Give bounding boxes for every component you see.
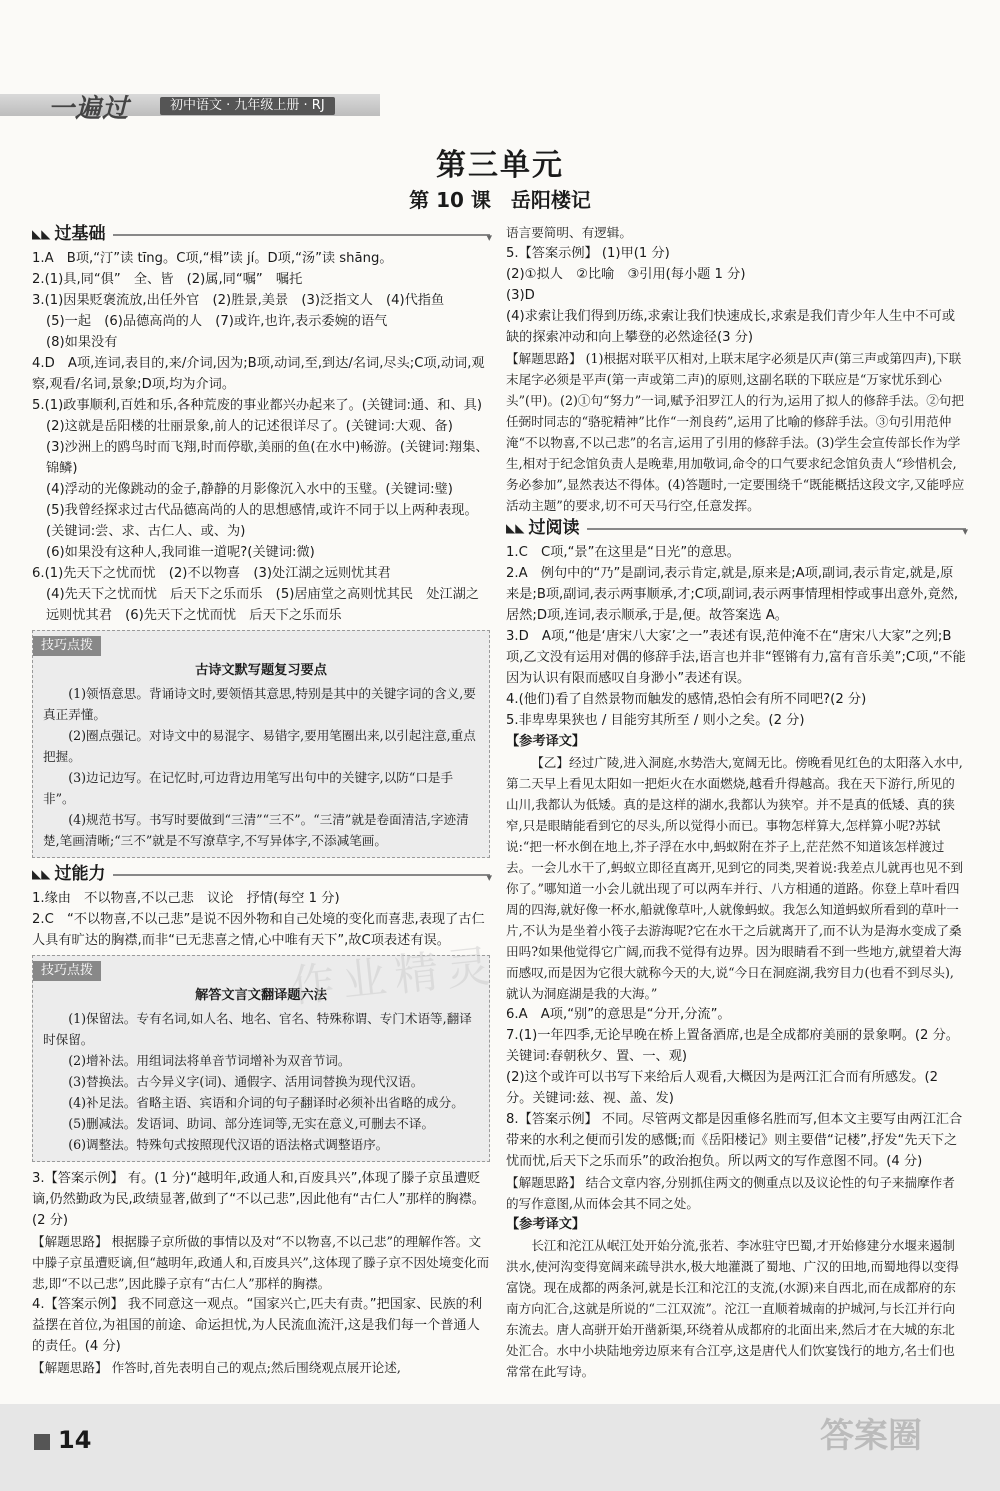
answer-item: (3)沙洲上的鸥鸟时而飞翔,时而停歇,美丽的鱼(在水中)畅游。(关键词:翔集、锦鳞) xyxy=(46,440,489,476)
watermark: 作业精灵 xyxy=(288,940,501,1013)
answer-item: (2)①拟人 ②比喻 ③引用(每小题 1 分) xyxy=(506,267,746,282)
page-number: 14 xyxy=(58,1426,92,1454)
answer-item: (5)一起 (6)品德高尚的人 (7)或许,也许,表示委婉的语气 xyxy=(46,314,388,329)
answer-explanation: 【解题思路】 (1)根据对联平仄相对,上联末尾字必须是仄声(第三声或第四声),下联末尾字必须是平声(第一声或第二声)的原则,这副名联的下联应是“万家忧乐到心头”(甲)。(2)①句“努力”一词,赋予汨罗江人的行为,运用了拟人的修辞手法。②句把任弼时同志的“骆驼精神”比作“一剂良药”,运用了比喻的修辞手法。③句引用范仲淹“不以物喜,不以己悲”的名言,运用了引用的修辞手法。(3)学生会宣传部长作为学生,相对于纪念馆负责人是晚辈,用加敬词,命令的口气要求纪念馆负责人“珍惜机会,务必参加”,显然表达不得体。(4)答题时,一定要围绕千“既能概括这段文字,又能呼应活动主题”的要求,切不可天马行空,任意发挥。 xyxy=(506,351,965,513)
reference-translation: 长江和沱江从岷江处开始分流,张若、李冰驻守巴蜀,才开始修建分水堰来遏制洪水,使河沟变得宽阔来疏导洪水,极大地灌溉了蜀地、广汉的田地,而蜀地得以变得富饶。现在成都的两条河,就是长江和沱江的支流,(水源)来自西北,而在成都府的东南方向汇合,这就是所说的“二江双流”。沱江一直顺着城南的护城河,与长江并行向东流去。唐人高骈开始开凿新渠,环绕着从成都府的北面出来,然后才在大城的东北处汇合。水中小块陆地旁边原来有合江亭,这是唐代人们饮宴饯行的地方,名士们也常常在此写诗。 xyxy=(506,1238,959,1379)
tip-label: 技巧点拨 xyxy=(33,636,101,656)
answer-item: 1.A B项,“汀”读 tīng。C项,“楫”读 jí。D项,“汤”读 shāng。 xyxy=(32,251,393,266)
page-header xyxy=(0,88,1000,122)
page-marker-icon xyxy=(34,1434,50,1450)
answer-item: 6.(1)先天下之忧而忧 (2)不以物喜 (3)处江湖之远则忧其君 xyxy=(32,566,391,581)
tip-label: 技巧点拨 xyxy=(33,961,101,981)
answer-item: (2)这个或许可以书写下来给后人观看,大概因为是两江汇合而有所感发。(2 分。关键词:兹、视、盖、发) xyxy=(506,1070,939,1106)
wedge-icon: ◣◣ xyxy=(32,227,51,241)
reference-translation: 【乙】经过广陵,进入洞庭,水势浩大,宽阔无比。傍晚看见红色的太阳落入水中,第二天早上看见太阳如一把炬火在水面燃烧,越看升得越高。我在天下游行,所见的山川,我都认为低矮。真的是这样的湖水,我都认为狭窄。并不是真的低矮、真的狭窄,只是眼睛能看到它的尽头,所以觉得小而已。事物怎样算大,怎样算小呢?苏轼说:“把一杯水倒在地上,芥子浮在水中,蚂蚁附在芥子上,茫茫然不知道该怎样渡过去。一会儿水干了,蚂蚁立即径直离开,见到它的同类,哭着说:我差点儿就再也见不到你了。”哪知道一小会儿就出现了可以两车并行、八方相通的道路。你登上草叶看四周的四海,就好像一杯水,船就像草叶,人就像蚂蚁。我怎么知道蚂蚁所看到的草叶一片,不认为是坐着小筏子去游海呢?它在水干之后就离开了,而不认为是海水变成了桑田吗?如果他觉得它广阔,而我不觉得有边界。因为眼睛看不到一些地方,就望着大海而感叹,而是因为它很大就称今天的大,说“今日在洞庭湖,我穷目力(也看不到尽头),就认为洞庭湖是我的大海。” xyxy=(506,755,964,1001)
answer-item: (4)先天下之忧而忧 后天下之乐而乐 (5)居庙堂之高则忧其民 处江湖之远则忧其君 (6)先天下之忧而忧 后天下之乐而乐 xyxy=(46,587,479,623)
answer-item: (2)这就是岳阳楼的壮丽景象,前人的记述很详尽了。(关键词:大观、备) xyxy=(46,419,453,434)
tip-item: (3)边记边写。在记忆时,可边背边用笔写出句中的关键字,以防“口是手非”。 xyxy=(43,770,454,806)
answer-explanation: 【解题思路】 结合文章内容,分别抓住两文的侧重点以及议论性的句子来揣摩作者的写作意图,从而体会其不同之处。 xyxy=(506,1175,955,1211)
tip-item: (4)规范书写。书写时要做到“三清”“三不”。“三清”就是卷面清洁,字迹清楚,笔画清晰;“三不”就是不写潦草字,不写异体字,不添减笔画。 xyxy=(43,812,469,848)
left-column xyxy=(32,222,490,1378)
tip-title: 解答文言文翻译题六法 xyxy=(195,988,327,1003)
answer-item: (5)我曾经探求过古代品德高尚的人的思想感情,或许不同于以上两种表现。(关键词:尝、求、古仁人、或、为) xyxy=(46,503,478,539)
answer-item: 5.【答案示例】 (1)甲(1 分) xyxy=(506,246,670,261)
answer-item: (3)D xyxy=(506,288,535,303)
lesson-title: 第 10 课 岳阳楼记 xyxy=(409,188,591,212)
tip-item: (5)删减法。发语词、助词、部分连词等,无实在意义,可删去不译。 xyxy=(68,1116,435,1131)
answer-item: (6)如果没有这种人,我同谁一道呢?(关键词:微) xyxy=(46,545,315,560)
unit-title: 第三单元 xyxy=(436,148,564,183)
tip-item: (2)圈点强记。对诗文中的易混字、易错字,要用笔圈出来,以引起注意,重点把握。 xyxy=(43,728,476,764)
answer-item: 2.(1)具,同“俱” 全、皆 (2)属,同“嘱” 嘱托 xyxy=(32,272,303,287)
tip-title: 古诗文默写题复习要点 xyxy=(195,663,327,678)
answer-item: (4)浮动的光像跳动的金子,静静的月影像沉入水中的玉璧。(关键词:璧) xyxy=(46,482,453,497)
answer-item: 2.C “不以物喜,不以己悲”是说不因外物和自己处境的变化而喜悲,表现了古仁人具有旷达的胸襟,而非“已无悲喜之情,心中唯有天下”,故C项表述有误。 xyxy=(32,912,485,948)
series-label: 初中语文 · 九年级上册 · RJ xyxy=(160,97,335,115)
section-header-basics: ◣◣ 过基础 ▾ xyxy=(32,224,490,245)
answer-item: 3.D A项,“他是‘唐宋八大家’之一”表述有误,范仲淹不在“唐宋八大家”之列;B项,乙文没有运用对偶的修辞手法,语言也并非“铿锵有力,富有音乐美”;C项,“不能因为认识有限而感叹自身渺小”表述有误。 xyxy=(506,629,966,686)
answer-item: 4.(他们)看了自然景物而触发的感情,恐怕会有所不同吧?(2 分) xyxy=(506,692,867,707)
answer-item: 7.(1)一年四季,无论早晚在桥上置备酒席,也是全成都府美丽的景象啊。(2 分。关键词:春朝秋夕、置、一、观) xyxy=(506,1028,959,1064)
answer-item: 3.(1)因果贬褒流放,出任外官 (2)胜景,美景 (3)泛指文人 (4)代指鱼 xyxy=(32,293,445,308)
tip-item: (1)领悟意思。背诵诗文时,要领悟其意思,特别是其中的关键字词的含义,要真正弄懂。 xyxy=(43,686,476,722)
wedge-icon: ◣◣ xyxy=(506,521,525,535)
answer-item: 1.缘由 不以物喜,不以己悲 议论 抒情(每空 1 分) xyxy=(32,891,340,906)
answer-item: 5.非卑卑果狭也 / 目能穷其所至 / 则小之矣。(2 分) xyxy=(506,713,805,728)
tip-box xyxy=(32,630,490,858)
answer-item: 6.A A项,“别”的意思是“分开,分流”。 xyxy=(506,1007,731,1022)
tip-item: (4)补足法。省略主语、宾语和介词的句子翻译时必须补出省略的成分。 xyxy=(68,1095,464,1110)
reference-translation-label: 【参考译文】 xyxy=(506,1217,586,1232)
tip-item: (3)替换法。古今异义字(词)、通假字、活用词替换为现代汉语。 xyxy=(68,1074,424,1089)
section-header-ability: ◣◣ 过能力 ▾ xyxy=(32,864,490,885)
tip-item: (1)保留法。专有名词,如人名、地名、官名、特殊称谓、专门术语等,翻译时保留。 xyxy=(43,1011,472,1047)
wedge-icon: ◣◣ xyxy=(32,867,51,881)
answer-explanation: 【解题思路】 作答时,首先表明自己的观点;然后围绕观点展开论述, xyxy=(32,1360,401,1375)
answer-item: (8)如果没有 xyxy=(46,335,118,350)
brand-logo: 一遍过 xyxy=(48,94,130,124)
answer-item: 4.D A项,连词,表目的,来/介词,因为;B项,动词,至,到达/名词,尽头;C项,动词,观察,观看/名词,景象;D项,均为介词。 xyxy=(32,356,485,392)
section-header-reading: ◣◣ 过阅读 ▾ xyxy=(506,518,966,539)
answer-item: 2.A 例句中的“乃”是副词,表示肯定,就是,原来是;A项,副词,表示肯定,就是,原来是;B项,副词,表示两事顺承,才;C项,副词,表示两事情理相悖或事出意外,竟然,居然;D项,连词,表示顺承,于是,便。故答案选 A。 xyxy=(506,566,959,623)
answer-item: 语言要简明、有逻辑。 xyxy=(506,225,632,240)
answer-item: 8.【答案示例】 不同。尽管两文都是因重修名胜而写,但本文主要写由两江汇合带来的水利之便而引发的感慨;而《岳阳楼记》则主要借“记楼”,抒发“先天下之忧而忧,后天下之乐而乐”的政治抱负。所以两文的写作意图不同。(4 分) xyxy=(506,1112,963,1169)
answer-explanation: 【解题思路】 根据滕子京所做的事情以及对“不以物喜,不以己悲”的理解作答。文中滕子京虽遭贬谪,但“越明年,政通人和,百废具兴”,这体现了滕子京不因处境变化而悲,即“不以己悲”,因此滕子京有“古仁人”那样的胸襟。 xyxy=(32,1234,490,1291)
answer-item: 4.【答案示例】 我不同意这一观点。“国家兴亡,匹夫有责。”把国家、民族的利益摆在首位,为祖国的前途、命运担忧,为人民流血流汗,这是我们每一个普通人的责任。(4 分) xyxy=(32,1297,483,1354)
answer-item: (4)求索让我们得到历练,求索让我们快速成长,求索是我们青少年人生中不可或缺的探索冲动和向上攀登的必然途径(3 分) xyxy=(506,309,956,345)
answer-item: 1.C C项,“景”在这里是“日光”的意思。 xyxy=(506,545,740,560)
answer-item: 3.【答案示例】 有。(1 分)“越明年,政通人和,百废具兴”,体现了滕子京虽遭贬谪,仍然勤政为民,政绩显著,做到了“不以己悲”,因此他有“古仁人”那样的胸襟。(2 分) xyxy=(32,1171,485,1228)
reference-translation-label: 【参考译文】 xyxy=(506,734,586,749)
tip-item: (2)增补法。用组词法将单音节词增补为双音节词。 xyxy=(68,1053,351,1068)
answer-item: 5.(1)政事顺利,百姓和乐,各种荒废的事业都兴办起来了。(关键词:通、和、具) xyxy=(32,398,483,413)
site-watermark: 答案圈 xyxy=(820,1416,922,1456)
tip-item: (6)调整法。特殊句式按照现代汉语的语法格式调整语序。 xyxy=(68,1137,389,1152)
right-column xyxy=(506,222,966,1382)
